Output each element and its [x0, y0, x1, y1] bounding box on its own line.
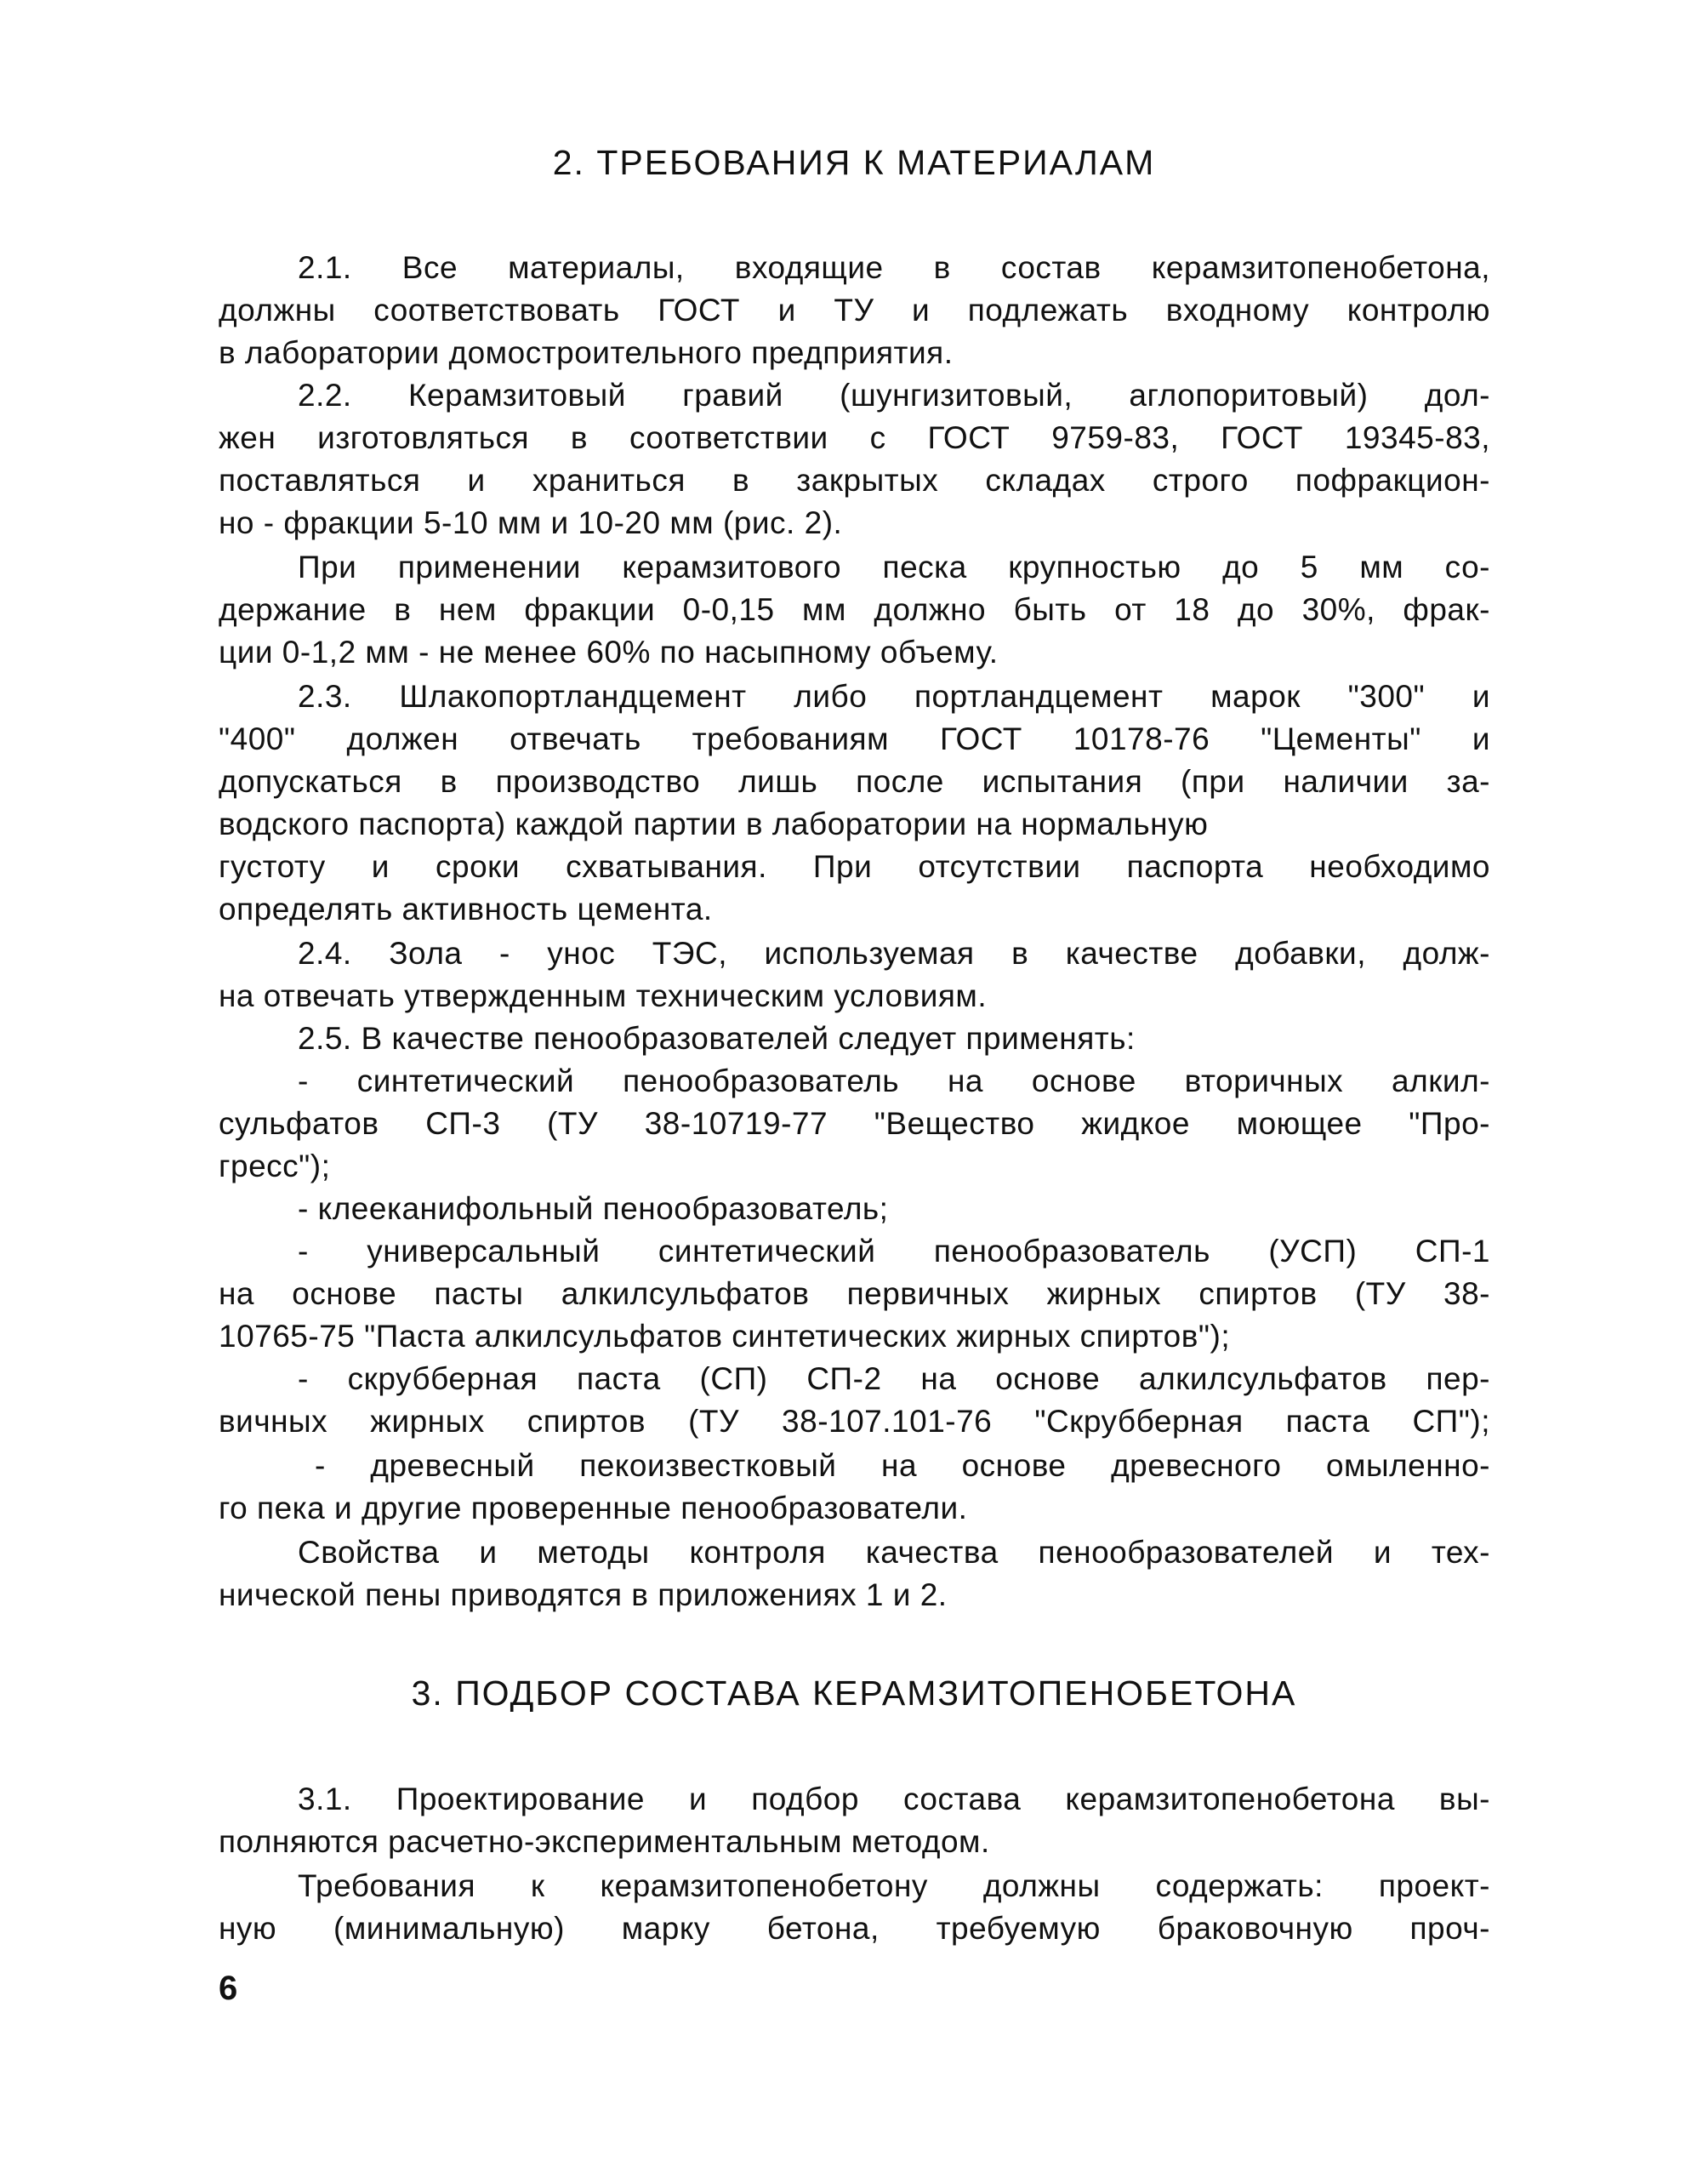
- text-line: 2.2. Керамзитовый гравий (шунгизитовый, аглопоритовый) дол-: [298, 378, 1490, 413]
- text-line: жен изготовляться в соответствии с ГОСТ 9759-83, ГОСТ 19345-83,: [219, 420, 1490, 455]
- text-line: - клееканифольный пенообразователь;: [298, 1191, 889, 1226]
- text-line: на основе пасты алкилсульфатов первичных жирных спиртов (ТУ 38-: [219, 1276, 1490, 1311]
- text-line: - скрубберная паста (СП) СП-2 на основе алкилсульфатов пер-: [298, 1361, 1490, 1396]
- text-line: "400" должен отвечать требованиям ГОСТ 10178-76 "Цементы" и: [219, 721, 1490, 756]
- text-line: вичных жирных спиртов (ТУ 38-107.101-76 "Скрубберная паста СП");: [219, 1404, 1490, 1439]
- section-3-heading: 3. ПОДБОР СОСТАВА КЕРАМЗИТОПЕНОБЕТОНА: [411, 1673, 1297, 1713]
- section-2-heading: 2. ТРЕБОВАНИЯ К МАТЕРИАЛАМ: [552, 143, 1156, 182]
- text-line: ции 0-1,2 мм - не менее 60% по насыпному объему.: [219, 635, 999, 670]
- text-line: 2.3. Шлакопортландцемент либо портландцемент марок "300" и: [298, 679, 1490, 714]
- text-line: густоту и сроки схватывания. При отсутствии паспорта необходимо: [219, 849, 1490, 884]
- text-line: - древесный пекоизвестковый на основе древесного омыленно-: [315, 1448, 1490, 1483]
- page-number: 6: [219, 1970, 238, 2007]
- text-line: поставляться и храниться в закрытых складах строго пофракцион-: [219, 463, 1490, 498]
- text-line: - синтетический пенообразователь на основе вторичных алкил-: [298, 1063, 1490, 1098]
- text-line: в лаборатории домостроительного предприятия.: [219, 335, 954, 370]
- text-line: полняются расчетно-экспериментальным методом.: [219, 1824, 990, 1859]
- text-line: ную (минимальную) марку бетона, требуемую браковочную проч-: [219, 1911, 1490, 1946]
- text-line: При применении керамзитового песка крупностью до 5 мм со-: [298, 550, 1490, 584]
- text-line: - универсальный синтетический пенообразователь (УСП) СП-1: [298, 1234, 1490, 1269]
- text-line: 2.1. Все материалы, входящие в состав керамзитопенобетона,: [298, 250, 1490, 285]
- text-line: нической пены приводятся в приложениях 1 и 2.: [219, 1577, 948, 1612]
- text-line: Свойства и методы контроля качества пенообразователей и тех-: [298, 1535, 1490, 1570]
- text-line: должны соответствовать ГОСТ и ТУ и подлежать входному контролю: [219, 293, 1490, 328]
- text-line: определять активность цемента.: [219, 892, 713, 927]
- text-line: держание в нем фракции 0-0,15 мм должно быть от 18 до 30%, фрак-: [219, 592, 1490, 627]
- text-line: 10765-75 "Паста алкилсульфатов синтетических жирных спиртов");: [219, 1319, 1231, 1354]
- text-line: но - фракции 5-10 мм и 10-20 мм (рис. 2).: [219, 505, 843, 540]
- text-line: сульфатов СП-3 (ТУ 38-10719-77 "Вещество жидкое моющее "Про-: [219, 1106, 1490, 1141]
- text-line: 3.1. Проектирование и подбор состава керамзитопенобетона вы-: [298, 1782, 1490, 1816]
- text-line: на отвечать утвержденным техническим условиям.: [219, 978, 988, 1013]
- text-line: 2.4. Зола - унос ТЭС, используемая в качестве добавки, долж-: [298, 936, 1490, 971]
- text-line: допускаться в производство лишь после испытания (при наличии за-: [219, 764, 1490, 799]
- text-line: го пека и другие проверенные пенообразователи.: [219, 1491, 968, 1525]
- text-line: водского паспорта) каждой партии в лаборатории на нормальную: [219, 807, 1209, 841]
- text-line: 2.5. В качестве пенообразователей следует применять:: [298, 1021, 1136, 1056]
- text-line: гресс");: [219, 1149, 331, 1183]
- text-line: Требования к керамзитопенобетону должны содержать: проект-: [298, 1868, 1490, 1903]
